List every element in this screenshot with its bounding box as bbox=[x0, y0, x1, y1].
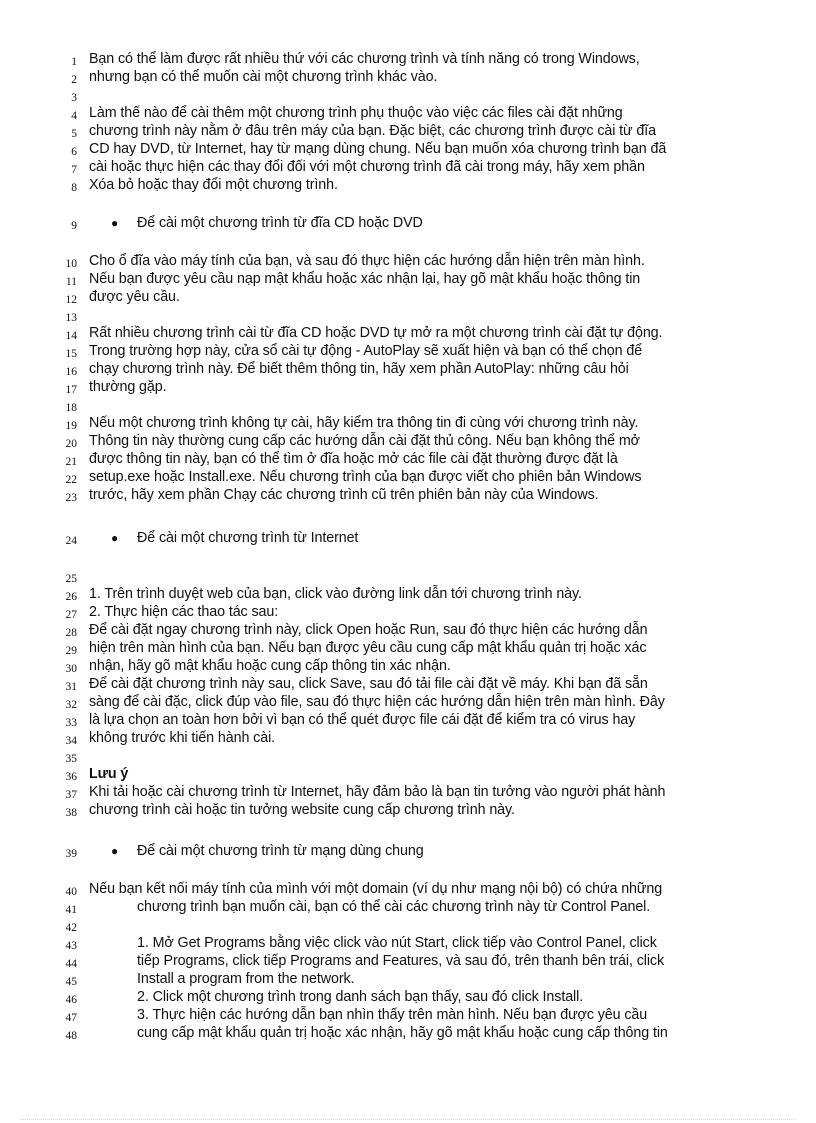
line-text: 2. Thực hiện các thao tác sau: bbox=[89, 604, 279, 620]
line-text: 2. Click một chương trình trong danh sách bạn thấy, sau đó click Install. bbox=[137, 989, 584, 1005]
line-34 bbox=[0, 729, 816, 747]
line-text: Install a program from the network. bbox=[137, 971, 355, 987]
line-number: 36 bbox=[65, 771, 77, 783]
line-44 bbox=[0, 952, 816, 970]
line-24 bbox=[0, 529, 816, 547]
line-number: 12 bbox=[65, 294, 77, 306]
section-heading: Để cài một chương trình từ đĩa CD hoặc DVD bbox=[137, 215, 423, 231]
bullet-icon: ● bbox=[111, 844, 119, 858]
line-number: 8 bbox=[71, 182, 77, 194]
line-37 bbox=[0, 783, 816, 801]
line-number: 39 bbox=[65, 848, 77, 860]
line-number: 42 bbox=[65, 922, 77, 934]
line-17 bbox=[0, 378, 816, 396]
line-32 bbox=[0, 693, 816, 711]
line-text: Để cài đặt ngay chương trình này, click Open hoặc Run, sau đó thực hiện các hướng dẫn bbox=[89, 622, 648, 638]
line-number: 11 bbox=[65, 276, 77, 288]
line-text: Xóa bỏ hoặc thay đổi một chương trình. bbox=[89, 177, 338, 193]
line-number: 45 bbox=[65, 976, 77, 988]
line-number: 1 bbox=[71, 56, 77, 68]
line-text: được yêu cầu. bbox=[89, 289, 180, 305]
line-11 bbox=[0, 270, 816, 288]
line-text: 3. Thực hiện các hướng dẫn bạn nhìn thấy trên màn hình. Nếu bạn được yêu cầu bbox=[137, 1007, 648, 1023]
line-19 bbox=[0, 414, 816, 432]
line-text: được thông tin này, bạn có thể tìm ở đĩa hoặc mở các file cài đặt thường được đặt là bbox=[89, 451, 618, 467]
line-29 bbox=[0, 639, 816, 657]
line-number: 19 bbox=[65, 420, 77, 432]
line-number: 40 bbox=[65, 886, 77, 898]
line-number: 38 bbox=[65, 807, 77, 819]
line-number: 3 bbox=[71, 92, 77, 104]
line-text: là lựa chọn an toàn hơn bởi vì bạn có thể quét được file cái đặt để kiểm tra có virus hay bbox=[89, 712, 636, 728]
line-42 bbox=[0, 916, 816, 934]
line-number: 26 bbox=[65, 591, 77, 603]
line-number: 6 bbox=[71, 146, 77, 158]
line-number: 35 bbox=[65, 753, 77, 765]
line-number: 34 bbox=[65, 735, 77, 747]
line-33 bbox=[0, 711, 816, 729]
line-35 bbox=[0, 747, 816, 765]
line-40 bbox=[0, 880, 816, 898]
line-number: 4 bbox=[71, 110, 77, 122]
line-text: Nếu bạn kết nối máy tính của mình với một domain (ví dụ như mạng nội bộ) có chứa những bbox=[89, 881, 663, 897]
line-43 bbox=[0, 934, 816, 952]
line-text: Trong trường hợp này, cửa sổ cài tự động - AutoPlay sẽ xuất hiện và bạn có thể chọn để bbox=[89, 343, 643, 359]
line-text: Cho ổ đĩa vào máy tính của bạn, và sau đó thực hiện các hướng dẫn hiện trên màn hình. bbox=[89, 253, 645, 269]
line-36 bbox=[0, 765, 816, 783]
line-number: 32 bbox=[65, 699, 77, 711]
line-text: tiếp Programs, click tiếp Programs and Features, và sau đó, trên thanh bên trái, click bbox=[137, 953, 664, 969]
line-number: 41 bbox=[65, 904, 77, 916]
line-1 bbox=[0, 50, 816, 68]
line-text: 1. Trên trình duyệt web của bạn, click vào đường link dẫn tới chương trình này. bbox=[89, 586, 582, 602]
line-number: 48 bbox=[65, 1030, 77, 1042]
line-31 bbox=[0, 675, 816, 693]
line-18 bbox=[0, 396, 816, 414]
line-number: 22 bbox=[65, 474, 77, 486]
line-text: chương trình bạn muốn cài, bạn có thể cài các chương trình này từ Control Panel. bbox=[137, 899, 651, 915]
line-text: chạy chương trình này. Để biết thêm thông tin, hãy xem phần AutoPlay: những câu hỏi bbox=[89, 361, 629, 377]
line-16 bbox=[0, 360, 816, 378]
line-number: 30 bbox=[65, 663, 77, 675]
line-text: Rất nhiều chương trình cài từ đĩa CD hoặc DVD tự mở ra một chương trình cài đặt tự động. bbox=[89, 325, 663, 341]
line-22 bbox=[0, 468, 816, 486]
line-text: Khi tải hoặc cài chương trình từ Internet, hãy đảm bảo là bạn tin tưởng vào người phát hành bbox=[89, 784, 666, 800]
line-25 bbox=[0, 567, 816, 585]
line-number: 9 bbox=[71, 220, 77, 232]
line-text: sàng để cài đặc, click đúp vào file, sau đó thực hiện các hướng dẫn hiện trên màn hình. Đây bbox=[89, 694, 665, 710]
line-8 bbox=[0, 176, 816, 194]
line-9 bbox=[0, 214, 816, 232]
line-13 bbox=[0, 306, 816, 324]
line-text: trước, hãy xem phần Chạy các chương trình cũ trên phiên bản này của Windows. bbox=[89, 487, 599, 503]
line-number: 18 bbox=[65, 402, 77, 414]
section-heading: Để cài một chương trình từ mạng dùng chung bbox=[137, 843, 424, 859]
line-number: 27 bbox=[65, 609, 77, 621]
line-6 bbox=[0, 140, 816, 158]
line-4 bbox=[0, 104, 816, 122]
line-15 bbox=[0, 342, 816, 360]
line-number: 21 bbox=[65, 456, 77, 468]
line-3 bbox=[0, 86, 816, 104]
line-text: Làm thế nào để cài thêm một chương trình phụ thuộc vào việc các files cài đặt những bbox=[89, 105, 623, 121]
line-number: 25 bbox=[65, 573, 77, 585]
line-text: Để cài đặt chương trình này sau, click Save, sau đó tải file cài đặt về máy. Khi bạn đã sẵn bbox=[89, 676, 648, 692]
bullet-icon: ● bbox=[111, 216, 119, 230]
line-text: Nếu một chương trình không tự cài, hãy kiểm tra thông tin đi cùng với chương trình này. bbox=[89, 415, 639, 431]
line-5 bbox=[0, 122, 816, 140]
line-45 bbox=[0, 970, 816, 988]
line-47 bbox=[0, 1006, 816, 1024]
line-number: 46 bbox=[65, 994, 77, 1006]
line-12 bbox=[0, 288, 816, 306]
line-text: chương trình cài hoặc tin tưởng website cung cấp chương trình này. bbox=[89, 802, 515, 818]
line-27 bbox=[0, 603, 816, 621]
note-heading: Lưu ý bbox=[89, 766, 129, 782]
line-number: 15 bbox=[65, 348, 77, 360]
line-39 bbox=[0, 842, 816, 860]
line-20 bbox=[0, 432, 816, 450]
page-bottom-divider bbox=[20, 1119, 796, 1120]
line-number: 2 bbox=[71, 74, 77, 86]
line-number: 17 bbox=[65, 384, 77, 396]
line-number: 33 bbox=[65, 717, 77, 729]
line-number: 5 bbox=[71, 128, 77, 140]
line-46 bbox=[0, 988, 816, 1006]
line-number: 31 bbox=[65, 681, 77, 693]
line-21 bbox=[0, 450, 816, 468]
line-26 bbox=[0, 585, 816, 603]
bullet-icon: ● bbox=[111, 531, 119, 545]
line-text: Bạn có thể làm được rất nhiều thứ với các chương trình và tính năng có trong Windows, bbox=[89, 51, 640, 67]
line-14 bbox=[0, 324, 816, 342]
line-text: nhận, hãy gõ mật khẩu hoặc cung cấp thông tin xác nhận. bbox=[89, 658, 451, 674]
line-28 bbox=[0, 621, 816, 639]
line-number: 10 bbox=[65, 258, 77, 270]
line-number: 29 bbox=[65, 645, 77, 657]
line-number: 24 bbox=[65, 535, 77, 547]
line-number: 28 bbox=[65, 627, 77, 639]
line-text: Thông tin này thường cung cấp các hướng dẫn cài đặt thủ công. Nếu bạn không thể mở bbox=[89, 433, 640, 449]
line-number: 13 bbox=[65, 312, 77, 324]
line-number: 47 bbox=[65, 1012, 77, 1024]
line-text: nhưng bạn có thể muốn cài một chương trình khác vào. bbox=[89, 69, 438, 85]
line-text: Nếu bạn được yêu cầu nạp mật khẩu hoặc xác nhận lại, hay gõ mật khẩu hoặc thông tin bbox=[89, 271, 641, 287]
line-text: không trước khi tiến hành cài. bbox=[89, 730, 276, 746]
line-41 bbox=[0, 898, 816, 916]
line-23 bbox=[0, 486, 816, 504]
line-7 bbox=[0, 158, 816, 176]
line-2 bbox=[0, 68, 816, 86]
line-number: 14 bbox=[65, 330, 77, 342]
line-number: 23 bbox=[65, 492, 77, 504]
line-38 bbox=[0, 801, 816, 819]
line-number: 44 bbox=[65, 958, 77, 970]
line-number: 16 bbox=[65, 366, 77, 378]
line-text: setup.exe hoặc Install.exe. Nếu chương trình của bạn được viết cho phiên bản Windows bbox=[89, 469, 642, 485]
line-text: cung cấp mật khẩu quản trị hoặc xác nhận, hãy gõ mật khẩu hoặc cung cấp thông tin bbox=[137, 1025, 668, 1041]
line-text: CD hay DVD, từ Internet, hay từ mạng dùng chung. Nếu bạn muốn xóa chương trình bạn đã bbox=[89, 141, 667, 157]
line-text: 1. Mở Get Programs bằng việc click vào nút Start, click tiếp vào Control Panel, click bbox=[137, 935, 657, 951]
line-text: hiện trên màn hình của bạn. Nếu bạn được yêu cầu cung cấp mật khẩu quản trị hoặc xác bbox=[89, 640, 647, 656]
line-30 bbox=[0, 657, 816, 675]
line-number: 43 bbox=[65, 940, 77, 952]
line-text: thường gặp. bbox=[89, 379, 167, 395]
line-48 bbox=[0, 1024, 816, 1042]
line-10 bbox=[0, 252, 816, 270]
line-number: 7 bbox=[71, 164, 77, 176]
line-number: 37 bbox=[65, 789, 77, 801]
section-heading: Để cài một chương trình từ Internet bbox=[137, 530, 359, 546]
line-number: 20 bbox=[65, 438, 77, 450]
line-text: cài hoặc thực hiện các thay đổi đối với một chương trình đã cài trong máy, hãy xem phần bbox=[89, 159, 645, 175]
line-text: chương trình này nằm ở đâu trên máy của bạn. Đặc biệt, các chương trình được cài từ đĩa bbox=[89, 123, 656, 139]
